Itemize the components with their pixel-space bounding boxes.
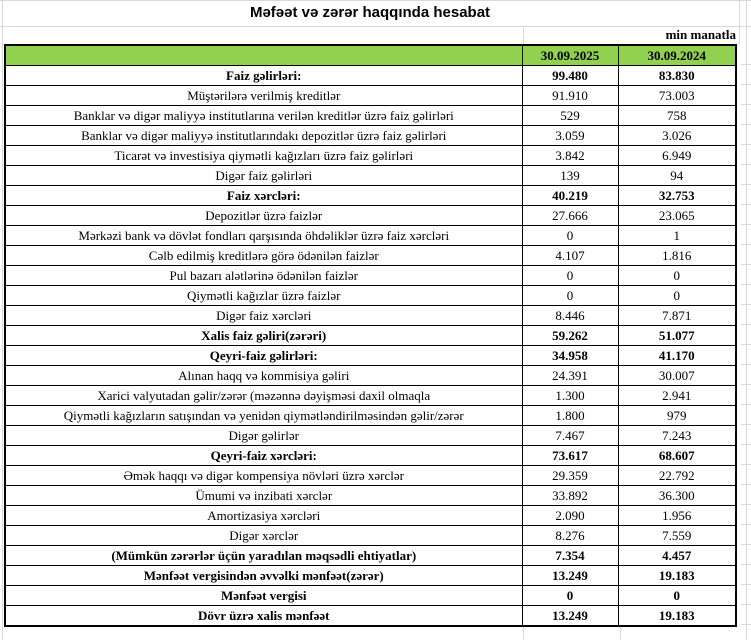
value-2025: 3.059 [522,126,618,146]
table-row [5,126,736,146]
value-2025: 0 [522,226,618,246]
value-2025: 33.892 [522,486,618,506]
table-row [5,246,736,266]
table-row [5,86,736,106]
value-2024: 51.077 [618,326,736,346]
value-2025: 73.617 [522,446,618,466]
row-label: Qiymətli kağızlar üzrə faizlər [5,286,522,306]
value-2024: 68.607 [618,446,736,466]
table-row [5,466,736,486]
header-col-2025: 30.09.2025 [522,45,618,66]
table-row [5,486,736,506]
row-label: Ticarət və investisiya qiymətli kağızları üzrə faiz gəlirləri [5,146,522,166]
value-2025: 13.249 [522,566,618,586]
row-label: Qeyri-faiz gəlirləri: [5,346,522,366]
row-label: Pul bazarı alətlərinə ödənilən faizlər [5,266,522,286]
page-title: Məfəət və zərər haqqında hesabat [249,4,491,21]
unit-note: min manatla [665,27,736,42]
value-2025: 2.090 [522,506,618,526]
value-2025: 529 [522,106,618,126]
table-row [5,226,736,246]
value-2024: 3.026 [618,126,736,146]
value-2024: 83.830 [618,66,736,86]
row-label: Depozitlər üzrə faizlər [5,206,522,226]
table-row [5,606,736,627]
value-2025: 0 [522,586,618,606]
value-2024: 32.753 [618,186,736,206]
row-label: Mənfəət vergisindən əvvəlki mənfəət(zərər) [5,566,522,586]
table-row [5,426,736,446]
value-2024: 7.243 [618,426,736,446]
gridline-row-strip [741,45,751,626]
value-2025: 13.249 [522,606,618,627]
value-2025: 139 [522,166,618,186]
table-row [5,526,736,546]
table-row [5,166,736,186]
value-2025: 0 [522,286,618,306]
row-label: Digər faiz gəlirləri [5,166,522,186]
value-2025: 91.910 [522,86,618,106]
report-table [4,44,737,627]
header-row [5,45,736,66]
row-label: Faiz xərcləri: [5,186,522,206]
value-2025: 0 [522,266,618,286]
value-2024: 0 [618,286,736,306]
gridline [2,0,3,640]
table-row [5,66,736,86]
gridline [620,627,621,640]
value-2025: 27.666 [522,206,618,226]
row-label: Dövr üzrə xalis mənfəət [5,606,522,627]
value-2024: 7.871 [618,306,736,326]
value-2024: 19.183 [618,606,736,627]
value-2024: 19.183 [618,566,736,586]
value-2024: 1.956 [618,506,736,526]
row-label: Digər faiz xərcləri [5,306,522,326]
table-row [5,326,736,346]
row-label: Faiz gəlirləri: [5,66,522,86]
table-row [5,206,736,226]
value-2024: 1 [618,226,736,246]
value-2025: 40.219 [522,186,618,206]
row-label: (Mümkün zərərlər üçün yaradılan məqsədli ehtiyatlar) [5,546,522,566]
value-2024: 2.941 [618,386,736,406]
value-2024: 41.170 [618,346,736,366]
table-row [5,366,736,386]
table-row [5,506,736,526]
value-2024: 1.816 [618,246,736,266]
value-2024: 23.065 [618,206,736,226]
row-label: Xalis faiz gəliri(zərəri) [5,326,522,346]
gridline [523,627,524,640]
value-2025: 34.958 [522,346,618,366]
row-label: Digər xərclər [5,526,522,546]
table-row [5,406,736,426]
value-2025: 24.391 [522,366,618,386]
table-row [5,106,736,126]
report-table-body [5,66,736,627]
table-row [5,306,736,326]
table-row [5,586,736,606]
value-2025: 7.467 [522,426,618,446]
value-2025: 3.842 [522,146,618,166]
value-2024: 73.003 [618,86,736,106]
value-2025: 99.480 [522,66,618,86]
row-label: Mərkəzi bank və dövlət fondları qarşısında öhdəliklər üzrə faiz xərcləri [5,226,522,246]
value-2024: 0 [618,586,736,606]
table-row [5,146,736,166]
value-2024: 6.949 [618,146,736,166]
row-label: Xarici valyutadan gəlir/zərər (məzənnə dəyişməsi daxil olmaqla [5,386,522,406]
table-row [5,446,736,466]
row-label: Digər gəlirlər [5,426,522,446]
row-label: Alınan haqq və kommisiya gəliri [5,366,522,386]
table-row [5,346,736,366]
value-2025: 4.107 [522,246,618,266]
value-2025: 1.300 [522,386,618,406]
value-2025: 29.359 [522,466,618,486]
table-row [5,546,736,566]
value-2024: 0 [618,266,736,286]
value-2025: 1.800 [522,406,618,426]
gridline [0,0,751,1]
value-2024: 94 [618,166,736,186]
row-label: Banklar və digər maliyyə institutlarındakı depozitlər üzrə faiz gəlirləri [5,126,522,146]
value-2024: 7.559 [618,526,736,546]
value-2025: 7.354 [522,546,618,566]
table-row [5,266,736,286]
header-col-2024: 30.09.2024 [618,45,736,66]
value-2024: 36.300 [618,486,736,506]
value-2025: 8.276 [522,526,618,546]
row-label: Əmək haqqı və digər kompensiya növləri üzrə xərclər [5,466,522,486]
row-label: Amortizasiya xərcləri [5,506,522,526]
row-label: Qeyri-faiz xərcləri: [5,446,522,466]
row-label: Banklar və digər maliyyə institutlarına verilən kreditlər üzrə faiz gəlirləri [5,106,522,126]
value-2025: 8.446 [522,306,618,326]
table-row [5,566,736,586]
row-label: Cəlb edilmiş kreditlərə görə ödənilən faizlər [5,246,522,266]
value-2024: 758 [618,106,736,126]
table-row [5,186,736,206]
header-empty-cell [5,45,522,66]
value-2024: 979 [618,406,736,426]
value-2024: 30.007 [618,366,736,386]
row-label: Mənfəət vergisi [5,586,522,606]
row-label: Qiymətli kağızların satışından və yenidən qiymətləndirilməsindən gəlir/zərər [5,406,522,426]
row-label: Ümumi və inzibati xərclər [5,486,522,506]
value-2025: 59.262 [522,326,618,346]
row-label: Müştərilərə verilmiş kreditlər [5,86,522,106]
table-row [5,386,736,406]
value-2024: 22.792 [618,466,736,486]
table-row [5,286,736,306]
value-2024: 4.457 [618,546,736,566]
